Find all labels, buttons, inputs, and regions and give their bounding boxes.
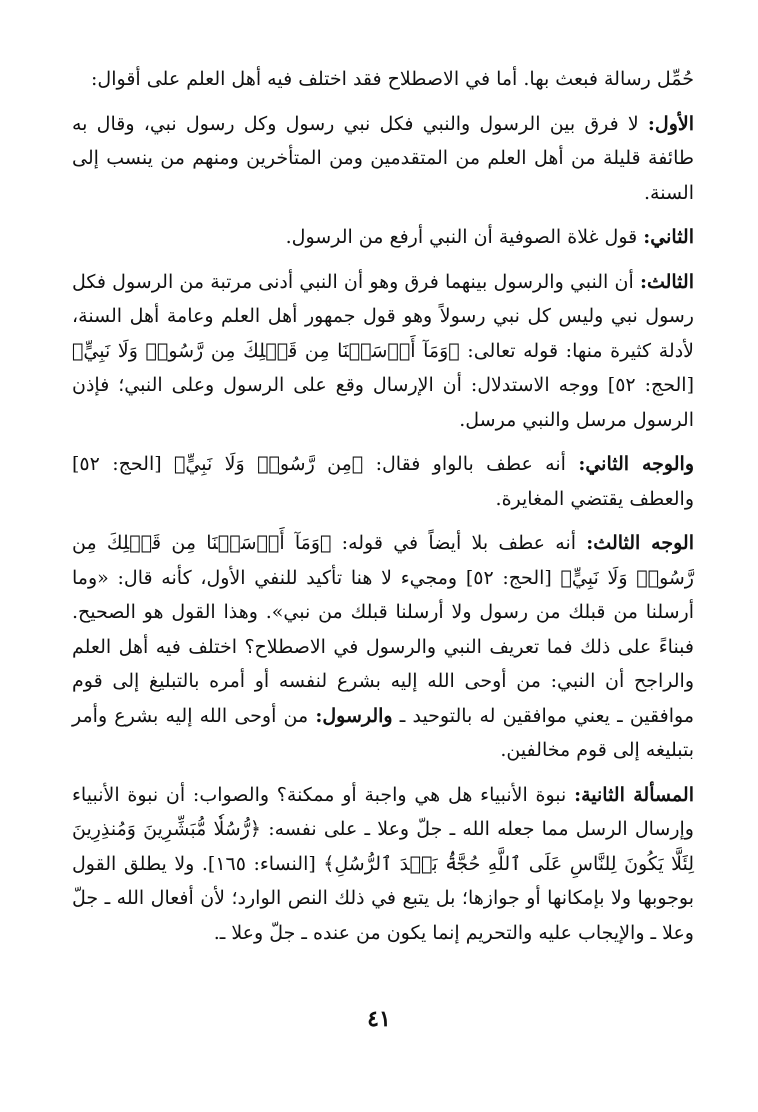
paragraph-heading: الوجه الثالث: — [586, 532, 694, 554]
paragraph-second-opinion — [72, 220, 694, 255]
paragraph-text: أنه عطف بالواو فقال: ﴿مِن رَّسُولٖ وَلَا نَبِيٍّ﴾ [الحج: ٥٢] والعطف يقتضي المغايرة. — [72, 453, 694, 510]
paragraph-text: قول غلاة الصوفية أن النبي أرفع من الرسول. — [285, 226, 644, 248]
paragraph-text-continued: من أوحى الله إليه بشرع وأمر بتبليغه إلى قوم مخالفين. — [72, 704, 694, 761]
paragraph-third-opinion — [72, 265, 694, 438]
paragraph-intro — [72, 62, 694, 97]
paragraph-second-issue — [72, 778, 694, 951]
paragraph-heading: والوجه الثاني: — [578, 453, 694, 475]
paragraph-heading: الثاني: — [643, 226, 694, 248]
page-body — [72, 62, 694, 960]
page-number: ٤١ — [367, 1006, 391, 1032]
paragraph-text: أنه عطف بلا أيضاً في قوله: ﴿وَمَآ أَرۡسَلۡنَا مِن قَبۡلِكَ مِن رَّسُولٖ وَلَا نَبِيٍّ﴾ [الحج: ٥٢] ومجيء لا هنا تأكيد للنفي الأول، كأنه قال: «وما أرسلنا من قبلك من رسول ولا أرسلنا قبلك من نبي». وهذا القول هو الصحيح. فبناءً على ذلك فما تعريف النبي والرسول في الاصطلاح؟ اختلف فيه أهل العلم والراجح أن النبي: من أوحى الله إليه بشرع لنفسه أو أمره بالتبليغ إلى قوم موافقين ـ يعني موافقين له بالتوحيد ـ — [72, 532, 694, 727]
paragraph-heading: الأول: — [647, 112, 694, 135]
paragraph-first-opinion — [72, 107, 694, 211]
paragraph-text: حُمِّل رسالة فبعث بها. أما في الاصطلاح فقد اختلف فيه أهل العلم على أقوال: — [91, 68, 694, 90]
paragraph-text: نبوة الأنبياء هل هي واجبة أو ممكنة؟ والصواب: أن نبوة الأنبياء وإرسال الرسل مما جعله الله ـ جلّ وعلا ـ على نفسه: ﴿رُّسُلٗا مُّبَشِّرِينَ وَمُنذِرِينَ لِئَلَّا يَكُونَ لِلنَّاسِ عَلَى ٱللَّهِ حُجَّةُۢ بَعۡدَ ٱلرُّسُلِ﴾ [النساء: ١٦٥]. ولا يطلق القول بوجوبها ولا بإمكانها أو جوازها؛ بل يتبع في ذلك النص الوارد؛ لأن أفعال الله ـ جلّ وعلا ـ والإيجاب عليه والتحريم إنما يكون من عنده ـ جلّ وعلا ـ. — [72, 783, 694, 944]
paragraph-text: أن النبي والرسول بينهما فرق وهو أن النبي أدنى مرتبة من الرسول فكل رسول نبي وليس كل نبي رسولاً وهو قول جمهور أهل العلم وعامة أهل السنة، لأدلة كثيرة منها: قوله تعالى: ﴿وَمَآ أَرۡسَلۡنَا مِن قَبۡلِكَ مِن رَّسُولٖ وَلَا نَبِيٍّ﴾ [الحج: ٥٢] ووجه الاستدلال: أن الإرسال وقع على الرسول وعلى النبي؛ فإذن الرسول مرسل والنبي مرسل. — [72, 270, 694, 431]
paragraph-heading: المسألة الثانية: — [574, 783, 694, 806]
paragraph-second-aspect — [72, 447, 694, 516]
paragraph-third-aspect — [72, 526, 694, 768]
paragraph-subheading: والرسول: — [315, 704, 393, 727]
paragraph-text: لا فرق بين الرسول والنبي فكل نبي رسول وكل رسول نبي، وقال به طائفة قليلة من أهل العلم من المتقدمين ومن المتأخرين ومنهم من ينسب إلى السنة. — [72, 112, 694, 204]
paragraph-heading: الثالث: — [639, 270, 694, 293]
